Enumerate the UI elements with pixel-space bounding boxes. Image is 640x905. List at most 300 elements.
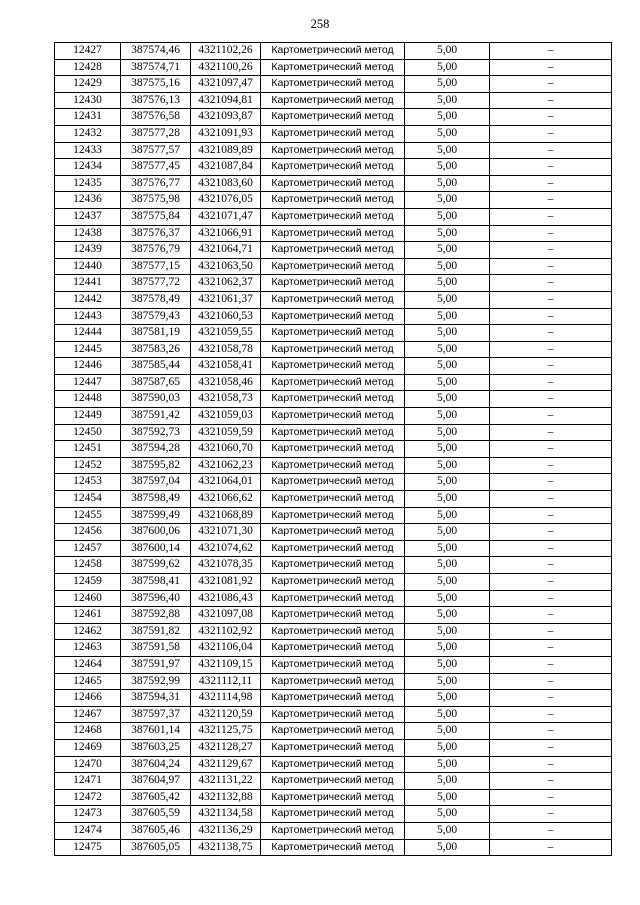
accuracy-cell: 5,00 [405,242,490,259]
accuracy-cell: 5,00 [405,125,490,142]
note-cell: – [490,192,612,209]
point-number-cell: 12471 [55,773,121,790]
y-coordinate-cell: 4321132,88 [191,789,261,806]
table-row [55,159,612,176]
accuracy-cell: 5,00 [405,574,490,591]
x-coordinate-cell: 387576,77 [121,175,191,192]
x-coordinate-cell: 387591,42 [121,408,191,425]
y-coordinate-cell: 4321129,67 [191,756,261,773]
note-cell: – [490,557,612,574]
accuracy-cell: 5,00 [405,739,490,756]
accuracy-cell: 5,00 [405,192,490,209]
note-cell: – [490,76,612,93]
x-coordinate-cell: 387575,98 [121,192,191,209]
x-coordinate-cell: 387577,28 [121,125,191,142]
method-cell: Картометрический метод [261,225,405,242]
table-row [55,374,612,391]
point-number-cell: 12466 [55,690,121,707]
point-number-cell: 12450 [55,424,121,441]
table-row [55,524,612,541]
accuracy-cell: 5,00 [405,491,490,508]
point-number-cell: 12473 [55,806,121,823]
method-cell: Картометрический метод [261,441,405,458]
table-row [55,175,612,192]
method-cell: Картометрический метод [261,291,405,308]
method-cell: Картометрический метод [261,374,405,391]
method-cell: Картометрический метод [261,424,405,441]
table-row [55,491,612,508]
method-cell: Картометрический метод [261,557,405,574]
note-cell: – [490,507,612,524]
x-coordinate-cell: 387576,79 [121,242,191,259]
accuracy-cell: 5,00 [405,258,490,275]
y-coordinate-cell: 4321071,30 [191,524,261,541]
note-cell: – [490,225,612,242]
y-coordinate-cell: 4321125,75 [191,723,261,740]
method-cell: Картометрический метод [261,656,405,673]
table-row [55,142,612,159]
method-cell: Картометрический метод [261,208,405,225]
accuracy-cell: 5,00 [405,142,490,159]
note-cell: – [490,706,612,723]
y-coordinate-cell: 4321083,60 [191,175,261,192]
table-row [55,574,612,591]
accuracy-cell: 5,00 [405,391,490,408]
x-coordinate-cell: 387583,26 [121,341,191,358]
method-cell: Картометрический метод [261,175,405,192]
x-coordinate-cell: 387594,28 [121,441,191,458]
note-cell: – [490,806,612,823]
table-row [55,723,612,740]
table-row [55,192,612,209]
x-coordinate-cell: 387592,88 [121,607,191,624]
method-cell: Картометрический метод [261,59,405,76]
accuracy-cell: 5,00 [405,341,490,358]
point-number-cell: 12430 [55,92,121,109]
point-number-cell: 12437 [55,208,121,225]
accuracy-cell: 5,00 [405,92,490,109]
y-coordinate-cell: 4321076,05 [191,192,261,209]
x-coordinate-cell: 387599,62 [121,557,191,574]
y-coordinate-cell: 4321102,26 [191,43,261,60]
table-row [55,607,612,624]
note-cell: – [490,142,612,159]
method-cell: Картометрический метод [261,673,405,690]
x-coordinate-cell: 387576,13 [121,92,191,109]
note-cell: – [490,92,612,109]
y-coordinate-cell: 4321089,89 [191,142,261,159]
table-row [55,341,612,358]
note-cell: – [490,690,612,707]
method-cell: Картометрический метод [261,839,405,856]
point-number-cell: 12427 [55,43,121,60]
y-coordinate-cell: 4321074,62 [191,540,261,557]
y-coordinate-cell: 4321100,26 [191,59,261,76]
y-coordinate-cell: 4321087,84 [191,159,261,176]
note-cell: – [490,656,612,673]
y-coordinate-cell: 4321128,27 [191,739,261,756]
table-row [55,391,612,408]
method-cell: Картометрический метод [261,408,405,425]
x-coordinate-cell: 387601,14 [121,723,191,740]
note-cell: – [490,59,612,76]
point-number-cell: 12428 [55,59,121,76]
point-number-cell: 12445 [55,341,121,358]
point-number-cell: 12459 [55,574,121,591]
method-cell: Картометрический метод [261,756,405,773]
point-number-cell: 12461 [55,607,121,624]
x-coordinate-cell: 387598,41 [121,574,191,591]
accuracy-cell: 5,00 [405,540,490,557]
note-cell: – [490,424,612,441]
method-cell: Картометрический метод [261,507,405,524]
point-number-cell: 12447 [55,374,121,391]
x-coordinate-cell: 387604,24 [121,756,191,773]
table-row [55,706,612,723]
method-cell: Картометрический метод [261,491,405,508]
method-cell: Картометрический метод [261,524,405,541]
accuracy-cell: 5,00 [405,706,490,723]
y-coordinate-cell: 4321058,73 [191,391,261,408]
y-coordinate-cell: 4321062,23 [191,457,261,474]
x-coordinate-cell: 387594,31 [121,690,191,707]
accuracy-cell: 5,00 [405,839,490,856]
note-cell: – [490,358,612,375]
x-coordinate-cell: 387587,65 [121,374,191,391]
table-row [55,756,612,773]
x-coordinate-cell: 387590,03 [121,391,191,408]
y-coordinate-cell: 4321091,93 [191,125,261,142]
y-coordinate-cell: 4321059,03 [191,408,261,425]
accuracy-cell: 5,00 [405,59,490,76]
accuracy-cell: 5,00 [405,623,490,640]
accuracy-cell: 5,00 [405,590,490,607]
table-row [55,59,612,76]
x-coordinate-cell: 387592,73 [121,424,191,441]
y-coordinate-cell: 4321064,01 [191,474,261,491]
table-row [55,739,612,756]
y-coordinate-cell: 4321060,70 [191,441,261,458]
table-row [55,308,612,325]
point-number-cell: 12448 [55,391,121,408]
note-cell: – [490,739,612,756]
table-row [55,242,612,259]
x-coordinate-cell: 387605,42 [121,789,191,806]
accuracy-cell: 5,00 [405,822,490,839]
y-coordinate-cell: 4321062,37 [191,275,261,292]
x-coordinate-cell: 387574,46 [121,43,191,60]
table-row [55,408,612,425]
method-cell: Картометрический метод [261,806,405,823]
note-cell: – [490,773,612,790]
accuracy-cell: 5,00 [405,76,490,93]
method-cell: Картометрический метод [261,773,405,790]
table-row [55,109,612,126]
note-cell: – [490,607,612,624]
y-coordinate-cell: 4321136,29 [191,822,261,839]
method-cell: Картометрический метод [261,540,405,557]
y-coordinate-cell: 4321059,55 [191,325,261,342]
note-cell: – [490,474,612,491]
accuracy-cell: 5,00 [405,374,490,391]
accuracy-cell: 5,00 [405,358,490,375]
point-number-cell: 12433 [55,142,121,159]
method-cell: Картометрический метод [261,192,405,209]
table-row [55,291,612,308]
method-cell: Картометрический метод [261,341,405,358]
point-number-cell: 12468 [55,723,121,740]
x-coordinate-cell: 387574,71 [121,59,191,76]
note-cell: – [490,175,612,192]
table-row [55,640,612,657]
note-cell: – [490,408,612,425]
point-number-cell: 12472 [55,789,121,806]
table-row [55,789,612,806]
accuracy-cell: 5,00 [405,773,490,790]
point-number-cell: 12438 [55,225,121,242]
accuracy-cell: 5,00 [405,208,490,225]
accuracy-cell: 5,00 [405,673,490,690]
y-coordinate-cell: 4321102,92 [191,623,261,640]
y-coordinate-cell: 4321112,11 [191,673,261,690]
point-number-cell: 12463 [55,640,121,657]
method-cell: Картометрический метод [261,590,405,607]
y-coordinate-cell: 4321120,59 [191,706,261,723]
point-number-cell: 12470 [55,756,121,773]
accuracy-cell: 5,00 [405,640,490,657]
point-number-cell: 12456 [55,524,121,541]
y-coordinate-cell: 4321063,50 [191,258,261,275]
point-number-cell: 12475 [55,839,121,856]
y-coordinate-cell: 4321097,08 [191,607,261,624]
y-coordinate-cell: 4321109,15 [191,656,261,673]
method-cell: Картометрический метод [261,789,405,806]
accuracy-cell: 5,00 [405,806,490,823]
table-row [55,358,612,375]
x-coordinate-cell: 387578,49 [121,291,191,308]
table-row [55,441,612,458]
point-number-cell: 12451 [55,441,121,458]
method-cell: Картометрический метод [261,159,405,176]
y-coordinate-cell: 4321059,59 [191,424,261,441]
x-coordinate-cell: 387581,19 [121,325,191,342]
point-number-cell: 12431 [55,109,121,126]
accuracy-cell: 5,00 [405,325,490,342]
table-row [55,424,612,441]
accuracy-cell: 5,00 [405,474,490,491]
coordinates-table [54,42,612,856]
y-coordinate-cell: 4321106,04 [191,640,261,657]
y-coordinate-cell: 4321071,47 [191,208,261,225]
note-cell: – [490,275,612,292]
method-cell: Картометрический метод [261,142,405,159]
y-coordinate-cell: 4321061,37 [191,291,261,308]
table-row [55,590,612,607]
table-row [55,474,612,491]
table-row [55,822,612,839]
x-coordinate-cell: 387577,15 [121,258,191,275]
table-row [55,540,612,557]
x-coordinate-cell: 387597,37 [121,706,191,723]
table-row [55,225,612,242]
point-number-cell: 12452 [55,457,121,474]
y-coordinate-cell: 4321066,62 [191,491,261,508]
accuracy-cell: 5,00 [405,441,490,458]
table-row [55,656,612,673]
note-cell: – [490,208,612,225]
table-row [55,325,612,342]
y-coordinate-cell: 4321094,81 [191,92,261,109]
point-number-cell: 12454 [55,491,121,508]
point-number-cell: 12462 [55,623,121,640]
accuracy-cell: 5,00 [405,607,490,624]
page-number: 258 [310,17,330,31]
point-number-cell: 12439 [55,242,121,259]
method-cell: Картометрический метод [261,723,405,740]
method-cell: Картометрический метод [261,706,405,723]
note-cell: – [490,623,612,640]
y-coordinate-cell: 4321060,53 [191,308,261,325]
x-coordinate-cell: 387592,99 [121,673,191,690]
point-number-cell: 12443 [55,308,121,325]
note-cell: – [490,391,612,408]
method-cell: Картометрический метод [261,76,405,93]
y-coordinate-cell: 4321138,75 [191,839,261,856]
accuracy-cell: 5,00 [405,175,490,192]
method-cell: Картометрический метод [261,109,405,126]
note-cell: – [490,540,612,557]
table-row [55,43,612,60]
point-number-cell: 12434 [55,159,121,176]
x-coordinate-cell: 387591,97 [121,656,191,673]
accuracy-cell: 5,00 [405,43,490,60]
x-coordinate-cell: 387576,58 [121,109,191,126]
x-coordinate-cell: 387605,05 [121,839,191,856]
accuracy-cell: 5,00 [405,109,490,126]
x-coordinate-cell: 387585,44 [121,358,191,375]
accuracy-cell: 5,00 [405,159,490,176]
y-coordinate-cell: 4321093,87 [191,109,261,126]
table-row [55,623,612,640]
point-number-cell: 12444 [55,325,121,342]
point-number-cell: 12453 [55,474,121,491]
method-cell: Картометрический метод [261,358,405,375]
method-cell: Картометрический метод [261,391,405,408]
point-number-cell: 12436 [55,192,121,209]
point-number-cell: 12467 [55,706,121,723]
accuracy-cell: 5,00 [405,457,490,474]
x-coordinate-cell: 387604,97 [121,773,191,790]
method-cell: Картометрический метод [261,739,405,756]
x-coordinate-cell: 387600,14 [121,540,191,557]
x-coordinate-cell: 387605,59 [121,806,191,823]
table-row [55,773,612,790]
note-cell: – [490,125,612,142]
note-cell: – [490,789,612,806]
note-cell: – [490,756,612,773]
x-coordinate-cell: 387598,49 [121,491,191,508]
point-number-cell: 12455 [55,507,121,524]
note-cell: – [490,374,612,391]
table-row [55,839,612,856]
method-cell: Картометрический метод [261,822,405,839]
x-coordinate-cell: 387577,45 [121,159,191,176]
method-cell: Картометрический метод [261,325,405,342]
method-cell: Картометрический метод [261,574,405,591]
point-number-cell: 12442 [55,291,121,308]
note-cell: – [490,258,612,275]
table-row [55,457,612,474]
method-cell: Картометрический метод [261,125,405,142]
table-row [55,275,612,292]
y-coordinate-cell: 4321068,89 [191,507,261,524]
y-coordinate-cell: 4321058,46 [191,374,261,391]
note-cell: – [490,839,612,856]
y-coordinate-cell: 4321086,43 [191,590,261,607]
accuracy-cell: 5,00 [405,225,490,242]
table-row [55,507,612,524]
y-coordinate-cell: 4321066,91 [191,225,261,242]
x-coordinate-cell: 387579,43 [121,308,191,325]
method-cell: Картометрический метод [261,457,405,474]
point-number-cell: 12474 [55,822,121,839]
table-row [55,208,612,225]
y-coordinate-cell: 4321058,78 [191,341,261,358]
accuracy-cell: 5,00 [405,308,490,325]
method-cell: Картометрический метод [261,92,405,109]
accuracy-cell: 5,00 [405,690,490,707]
note-cell: – [490,159,612,176]
y-coordinate-cell: 4321131,22 [191,773,261,790]
accuracy-cell: 5,00 [405,507,490,524]
table-row [55,557,612,574]
x-coordinate-cell: 387600,06 [121,524,191,541]
method-cell: Картометрический метод [261,690,405,707]
y-coordinate-cell: 4321134,58 [191,806,261,823]
table-row [55,92,612,109]
method-cell: Картометрический метод [261,607,405,624]
table-row [55,806,612,823]
accuracy-cell: 5,00 [405,656,490,673]
point-number-cell: 12446 [55,358,121,375]
x-coordinate-cell: 387591,58 [121,640,191,657]
x-coordinate-cell: 387605,46 [121,822,191,839]
method-cell: Картометрический метод [261,275,405,292]
point-number-cell: 12458 [55,557,121,574]
accuracy-cell: 5,00 [405,275,490,292]
point-number-cell: 12464 [55,656,121,673]
note-cell: – [490,43,612,60]
note-cell: – [490,308,612,325]
point-number-cell: 12429 [55,76,121,93]
note-cell: – [490,457,612,474]
accuracy-cell: 5,00 [405,408,490,425]
x-coordinate-cell: 387591,82 [121,623,191,640]
x-coordinate-cell: 387575,84 [121,208,191,225]
note-cell: – [490,109,612,126]
accuracy-cell: 5,00 [405,789,490,806]
accuracy-cell: 5,00 [405,524,490,541]
accuracy-cell: 5,00 [405,291,490,308]
accuracy-cell: 5,00 [405,756,490,773]
point-number-cell: 12460 [55,590,121,607]
y-coordinate-cell: 4321114,98 [191,690,261,707]
accuracy-cell: 5,00 [405,723,490,740]
x-coordinate-cell: 387575,16 [121,76,191,93]
y-coordinate-cell: 4321097,47 [191,76,261,93]
x-coordinate-cell: 387597,04 [121,474,191,491]
point-number-cell: 12432 [55,125,121,142]
